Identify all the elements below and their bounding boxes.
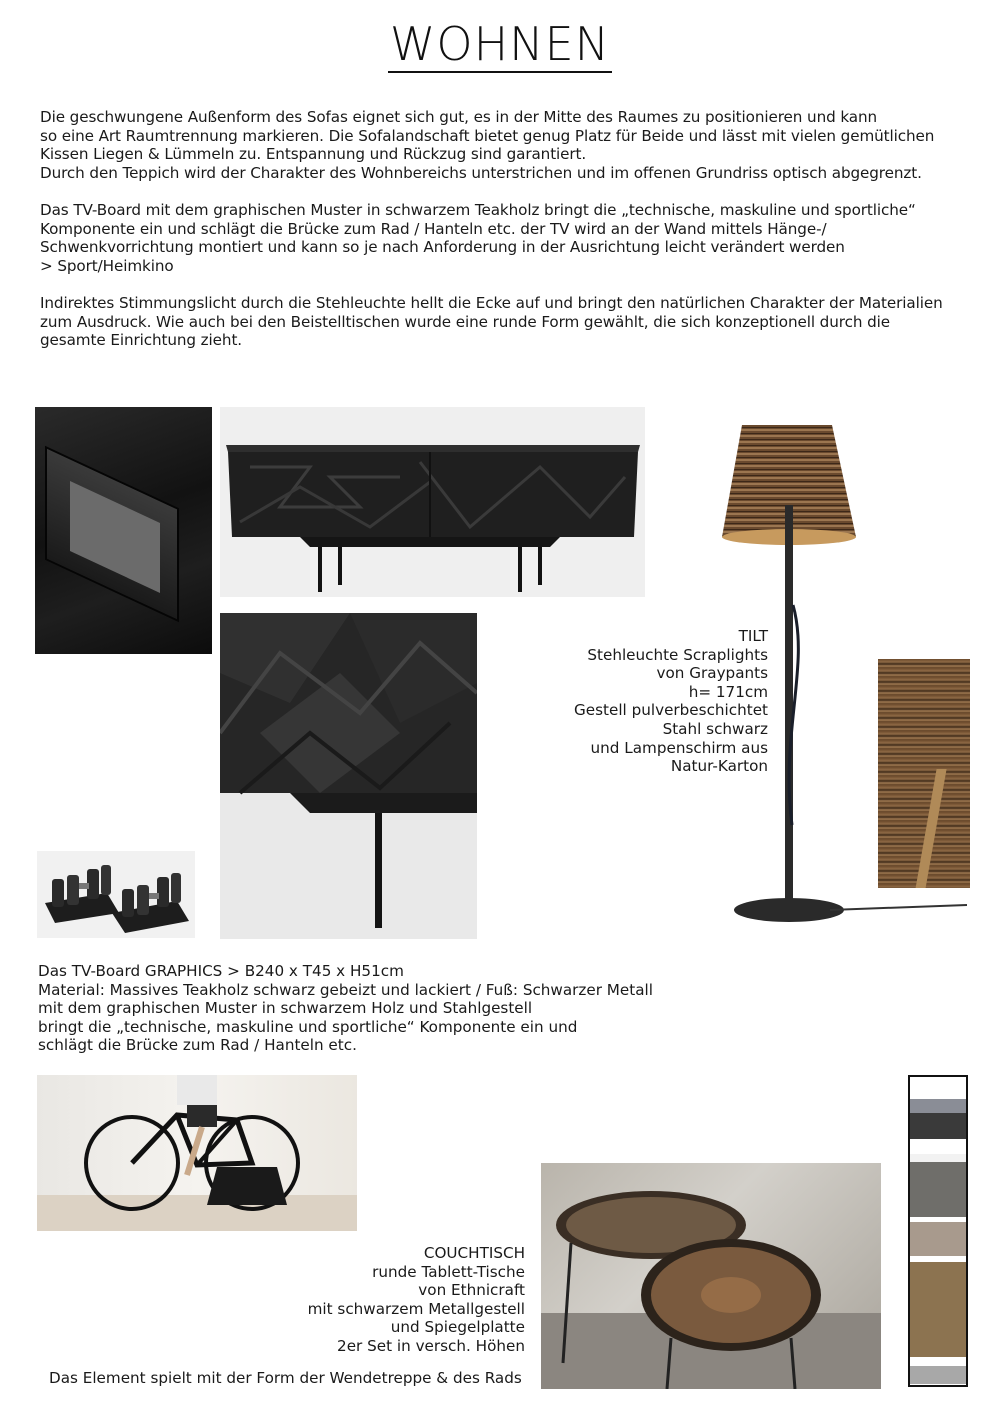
- intro-text: [40, 108, 985, 368]
- bike-trainer-illustration: [37, 1075, 357, 1231]
- palette-swatch: [910, 1357, 966, 1366]
- tvboard-illustration: [220, 407, 645, 597]
- couchtisch-photo: [541, 1163, 881, 1389]
- dumbbells-photo: [37, 851, 195, 938]
- dumbbells-illustration: [37, 851, 195, 938]
- tvboard-detail-photo: [220, 613, 477, 939]
- tvboard-photo: [220, 407, 645, 597]
- palette-swatch: [910, 1099, 966, 1113]
- element-note: Das Element spielt mit der Form der Wendetreppe & des Rads: [49, 1369, 522, 1387]
- intro-paragraph-tvboard: Das TV-Board mit dem graphischen Muster in schwarzem Teakholz bringt die „technische, maskuline und sportliche“ Komponente ein und schlägt die Brücke zum Rad / Hanteln etc. der TV wird an der Wand mittels Hänge-/ Schwenkvorrichtung montiert und kann so je nach Anforderung in der Ausrichtung leicht verändert werden > Sport/Heimkino: [40, 200, 916, 275]
- palette-swatch: [910, 1262, 966, 1357]
- lamp-caption: TILT Stehleuchte Scraplights von Graypants h= 171cm Gestell pulverbeschichtet Stahl schwarz und Lampenschirm aus Natur-Karton: [574, 627, 768, 776]
- tvboard-detail-illustration: [220, 613, 477, 939]
- table-caption: COUCHTISCH runde Tablett-Tische von Ethnicraft mit schwarzem Metallgestell und Spiegelplatte 2er Set in versch. Höhen: [307, 1244, 525, 1355]
- lampshade-detail-photo: [878, 659, 970, 888]
- page-title: WOHNEN: [389, 17, 611, 71]
- palette-swatch: [910, 1366, 966, 1384]
- intro-paragraph-light: Indirektes Stimmungslicht durch die Stehleuchte hellt die Ecke auf und bringt den natürlichen Charakter der Materialien zum Ausdruck. Wie auch bei den Beistelltischen wurde eine runde Form gewählt, die sich konzeptionell durch die gesamte Einrichtung zieht.: [40, 293, 943, 350]
- palette-swatch: [910, 1222, 966, 1256]
- lampshade-stem: [915, 769, 946, 888]
- palette-swatch: [910, 1077, 966, 1099]
- palette-swatch: [910, 1154, 966, 1162]
- color-palette: [908, 1075, 968, 1387]
- intro-paragraph-sofa: Die geschwungene Außenform des Sofas eignet sich gut, es in der Mitte des Raumes zu positionieren und kann so eine Art Raumtrennung markieren. Die Sofalandschaft bietet genug Platz für Beide und lässt mit vielen gemütlichen Kissen Liegen & Lümmeln zu. Entspannung und Rückzug sind garantiert. Durch den Teppich wird der Charakter des Wohnbereichs unterstrichen und im offenen Grundriss optisch abgegrenzt.: [40, 108, 935, 182]
- page-title-wrap: [0, 18, 1000, 71]
- palette-swatch: [910, 1162, 966, 1217]
- couchtisch-illustration: [541, 1163, 881, 1389]
- tvboard-caption: Das TV-Board GRAPHICS > B240 x T45 x H51cm Material: Massives Teakholz schwarz gebeizt und lackiert / Fuß: Schwarzer Metall mit dem graphischen Muster in schwarzem Holz und Stahlgestell bringt die „technische, maskuline und sportliche“ Komponente ein und schlägt die Brücke zum Rad / Hanteln etc.: [38, 962, 653, 1055]
- palette-swatch: [910, 1139, 966, 1154]
- palette-swatch: [910, 1113, 966, 1139]
- bike-trainer-photo: [37, 1075, 357, 1231]
- drawer-photo: [35, 407, 212, 654]
